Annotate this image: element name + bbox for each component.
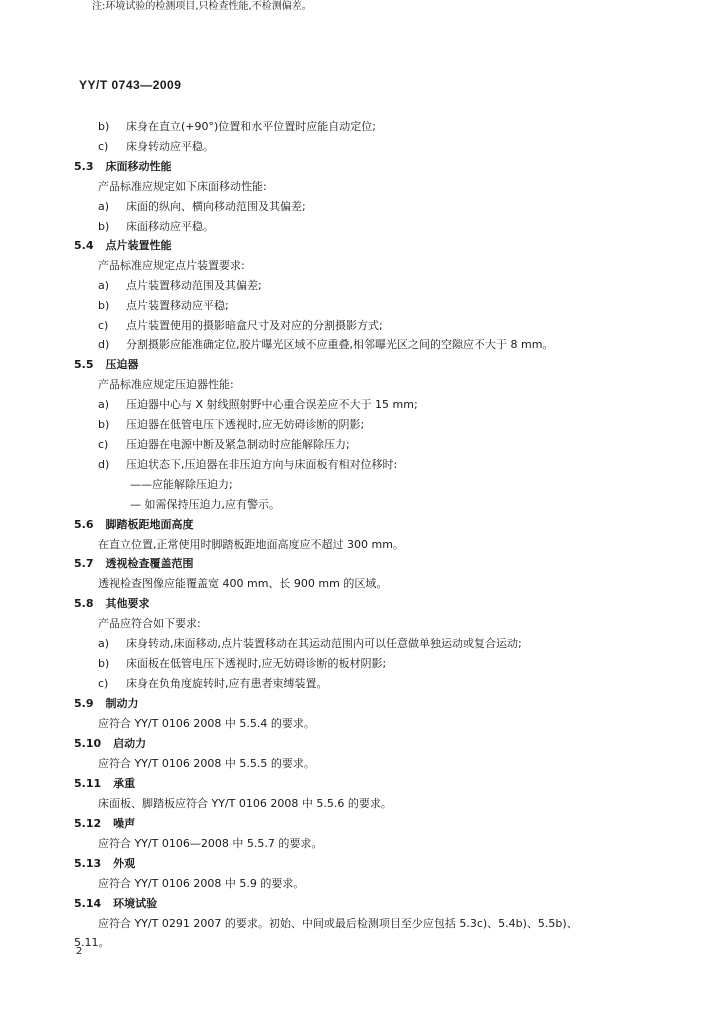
section-title: 床面移动性能	[105, 160, 172, 173]
list-item	[98, 299, 229, 313]
list-item-label: c)	[98, 140, 109, 153]
list-item-text: 床身在直立(+90°)位置和水平位置时应能自动定位;	[126, 120, 377, 133]
section-number: 5.7	[74, 557, 94, 570]
dash-item: ——应能解除压迫力;	[130, 478, 233, 491]
section-heading-s58	[74, 597, 150, 611]
section-number: 5.13	[74, 857, 102, 870]
list-item-text: 分割摄影应能准确定位,胶片曝光区域不应重叠,相邻曝光区之间的空隙应不大于 8 mm。	[126, 338, 554, 351]
section-heading-s54	[74, 239, 172, 253]
section-heading-s53	[74, 160, 172, 174]
list-item-label: a)	[98, 637, 110, 650]
section-title: 制动力	[105, 697, 139, 710]
section-number: 5.12	[74, 817, 102, 830]
section-title: 点片装置性能	[105, 239, 172, 252]
list-item-text: 床面移动应平稳。	[126, 220, 214, 233]
note-text: 注:环境试验的检测项目,只检查性能,不检测偏差。	[92, 1, 312, 12]
paragraph: 床面板、脚踏板应符合 YY/T 0106 2008 中 5.5.6 的要求。	[98, 797, 392, 810]
list-item	[98, 637, 522, 651]
section-number: 5.8	[74, 597, 94, 610]
paragraph: 应符合 YY/T 0106 2008 中 5.5.4 的要求。	[98, 717, 315, 730]
list-item-label: a)	[98, 279, 110, 292]
page-number: 2	[76, 946, 83, 957]
list-item-label: b)	[98, 220, 110, 233]
list-item-text: 床身转动应平稳。	[126, 140, 214, 153]
paragraph: 应符合 YY/T 0106—2008 中 5.5.7 的要求。	[98, 837, 323, 850]
list-item-text: 床身转动,床面移动,点片装置移动在其运动范围内可以任意做单独运动或复合运动;	[126, 637, 522, 650]
section-heading-s512	[74, 817, 135, 831]
section-heading-s55	[74, 358, 139, 372]
list-item-text: 点片装置使用的摄影暗盒尺寸及对应的分割摄影方式;	[126, 319, 383, 332]
paragraph: 应符合 YY/T 0106 2008 中 5.9 的要求。	[98, 877, 305, 890]
section-number: 5.3	[74, 160, 94, 173]
paragraph: 产品标准应规定压迫器性能:	[98, 378, 234, 391]
section-title: 启动力	[113, 737, 147, 750]
list-item	[98, 220, 214, 234]
section-number: 5.5	[74, 358, 94, 371]
section-number: 5.14	[74, 897, 102, 910]
paragraph: 产品应符合如下要求:	[98, 617, 201, 630]
section-title: 环境试验	[113, 897, 158, 910]
paragraph: 透视检查图像应能覆盖宽 400 mm、长 900 mm 的区域。	[98, 577, 388, 590]
paragraph: 应符合 YY/T 0106 2008 中 5.5.5 的要求。	[98, 757, 315, 770]
list-item	[98, 120, 376, 134]
list-item-label: b)	[98, 657, 110, 670]
section-title: 承重	[113, 777, 136, 790]
list-item	[98, 338, 553, 352]
list-item	[98, 677, 328, 691]
paragraph: 产品标准应规定点片装置要求:	[98, 259, 245, 272]
list-item	[98, 140, 214, 154]
section-title: 噪声	[113, 817, 136, 830]
section-heading-s511	[74, 777, 135, 791]
list-item	[98, 657, 386, 671]
section-heading-s513	[74, 857, 135, 871]
list-item-text: 压迫器中心与 X 射线照射野中心重合误差应不大于 15 mm;	[126, 398, 418, 411]
section-heading-s510	[74, 737, 146, 751]
list-item-label: c)	[98, 319, 109, 332]
section-title: 脚踏板距地面高度	[105, 518, 194, 531]
section-title: 外观	[113, 857, 136, 870]
list-item-label: c)	[98, 677, 109, 690]
section-title: 压迫器	[105, 358, 139, 371]
list-item-text: 床面板在低管电压下透视时,应无妨碍诊断的板材阴影;	[126, 657, 387, 670]
section-heading-s56	[74, 518, 194, 532]
dash-item: — 如需保持压迫力,应有警示。	[130, 498, 280, 511]
list-item-label: d)	[98, 338, 110, 351]
section-number: 5.11	[74, 777, 102, 790]
paragraph: 应符合 YY/T 0291 2007 的要求。初始、中间或最后检测项目至少应包括 5.3c)、5.4b)、5.5b)、	[98, 917, 578, 930]
list-item-label: a)	[98, 398, 110, 411]
list-item-label: b)	[98, 120, 110, 133]
list-item	[98, 279, 262, 293]
list-item	[98, 398, 418, 412]
list-item-label: a)	[98, 200, 110, 213]
list-item	[98, 418, 364, 432]
list-item	[98, 319, 383, 333]
section-number: 5.4	[74, 239, 94, 252]
list-item-text: 压迫器在电源中断及紧急制动时应能解除压力;	[126, 438, 350, 451]
list-item-text: 点片装置移动范围及其偏差;	[126, 279, 262, 292]
paragraph: 5.11。	[74, 936, 110, 949]
list-item	[98, 458, 397, 472]
list-item-label: c)	[98, 438, 109, 451]
list-item	[98, 200, 306, 214]
list-item-text: 床面的纵向、横向移动范围及其偏差;	[126, 200, 306, 213]
list-item-text: 床身在负角度旋转时,应有患者束缚装置。	[126, 677, 328, 690]
section-number: 5.10	[74, 737, 102, 750]
section-number: 5.9	[74, 697, 94, 710]
section-heading-s59	[74, 697, 139, 711]
list-item-text: 压迫器在低管电压下透视时,应无妨碍诊断的阴影;	[126, 418, 365, 431]
list-item-label: b)	[98, 418, 110, 431]
section-heading-s57	[74, 557, 194, 571]
paragraph: 在直立位置,正常使用时脚踏板距地面高度应不超过 300 mm。	[98, 538, 404, 551]
section-title: 透视检查覆盖范围	[105, 557, 194, 570]
section-title: 其他要求	[105, 597, 150, 610]
list-item-label: b)	[98, 299, 110, 312]
standard-number-header: YY/T 0743—2009	[79, 78, 182, 92]
list-item	[98, 438, 350, 452]
section-number: 5.6	[74, 518, 94, 531]
paragraph: 产品标准应规定如下床面移动性能:	[98, 180, 267, 193]
section-heading-s514	[74, 897, 157, 911]
list-item-text: 点片装置移动应平稳;	[126, 299, 229, 312]
list-item-text: 压迫状态下,压迫器在非压迫方向与床面板有相对位移时:	[126, 458, 398, 471]
list-item-label: d)	[98, 458, 110, 471]
